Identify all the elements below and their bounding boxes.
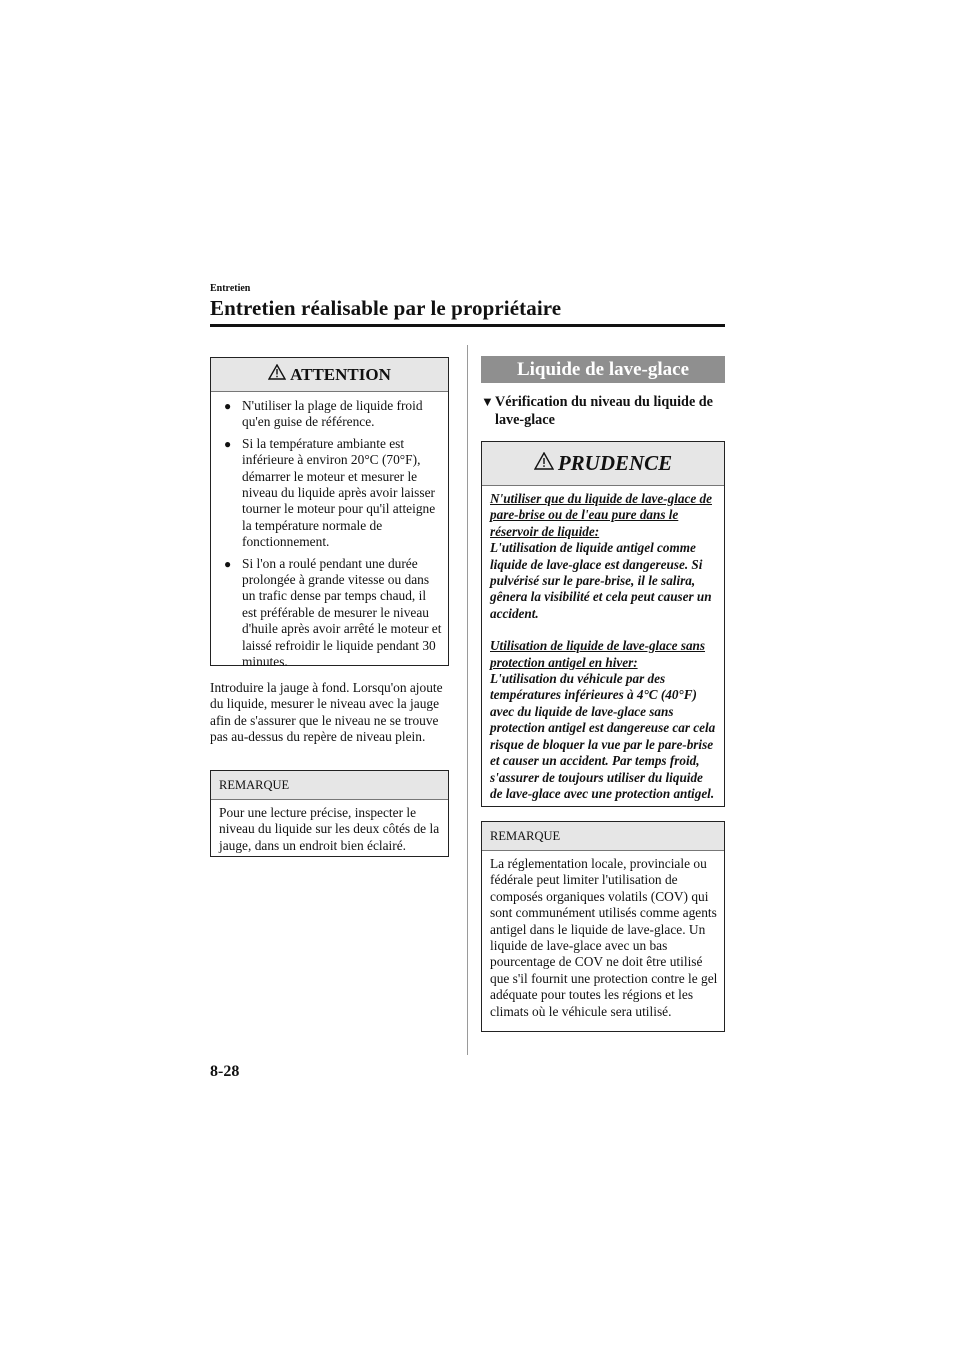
note-title: REMARQUE [211,771,448,800]
warning-icon [268,364,286,385]
note-title: REMARQUE [482,822,724,851]
list-item: ● Si l'on a roulé pendant une durée prolongée à grande vitesse ou dans un trafic dense par temps chaud, il est préférable de mesurer le niveau d'huile après avoir arrêté le moteur et laissé refroidir le liquide pendant 30 minutes. [224,555,442,670]
prudence-title: PRUDENCE [557,451,673,475]
prudence-header [482,442,724,486]
page-number: 8-28 [210,1063,240,1080]
note-text: La réglementation locale, provinciale ou fédérale peut limiter l'utilisation de composés organiques volatils (COV) qui sont communément utilisés comme agents antigel dans le liquide de lave-glace. Un liquide de lave-glace avec un bas pourcentage de COV ne doit être utilisé que s'il fournit une protection contre le gel adéquate pour toutes les régions et les climats où le véhicule sera utilisé. [490,856,718,1019]
page-title: Entretien réalisable par le propriétaire [210,296,562,320]
section-label: Entretien [210,283,251,294]
attention-header [211,358,448,392]
column-divider [467,345,468,1055]
attention-title: ATTENTION [290,364,391,384]
title-rule [210,324,725,327]
list-item: ● N'utiliser la plage de liquide froid qu'en guise de référence. [224,398,423,430]
prudence-heading-2: Utilisation de liquide de lave-glace sans protection antigel en hiver: [490,638,706,670]
section-banner: Liquide de lave-glace [481,356,725,383]
warning-icon [534,451,554,476]
dipstick-paragraph: Introduire la jauge à fond. Lorsqu'on ajoute du liquide, mesurer le niveau avec la jauge afin de s'assurer que le niveau ne se trouve pas au-dessus du repère de niveau plein. [210,680,443,745]
note-box-right [481,821,725,1032]
list-item: ● Si la température ambiante est inférieure à environ 20°C (70°F), démarrer le moteur et mesurer le niveau du liquide après avoir laisser tourner le moteur pour qu'il atteigne la température normale de fonctionnement. [224,435,436,550]
prudence-heading-1: N'utiliser que du liquide de lave-glace de pare-brise ou de l'eau pure dans le réservoir de liquide: [490,491,712,539]
prudence-box [481,441,725,807]
note-box-left [210,770,449,857]
triangle-down-icon: ▼ [481,394,494,409]
prudence-text-2: L'utilisation du véhicule par des températures inférieures à 4°C (40°F) avec du liquide de lave-glace sans protection antigel est dangereuse car cela risque de bloquer la vue par le pare-brise et causer un accident. Par temps froid, s'assurer de toujours utiliser du liquide de lave-glace avec une protection antigel. [490,671,716,801]
note-text: Pour une lecture précise, inspecter le niveau du liquide sur les deux côtés de la jauge, dans un endroit bien éclairé. [219,805,440,853]
prudence-text-1: L'utilisation de liquide antigel comme liquide de lave-glace est dangereuse. Si pulvérisé sur le pare-brise, il le salira, gênera la visibilité et cela peut causer un accident. [490,540,712,621]
attention-box [210,357,449,670]
subheading: ▼ Vérification du niveau du liquide de lave-glace [481,394,713,428]
